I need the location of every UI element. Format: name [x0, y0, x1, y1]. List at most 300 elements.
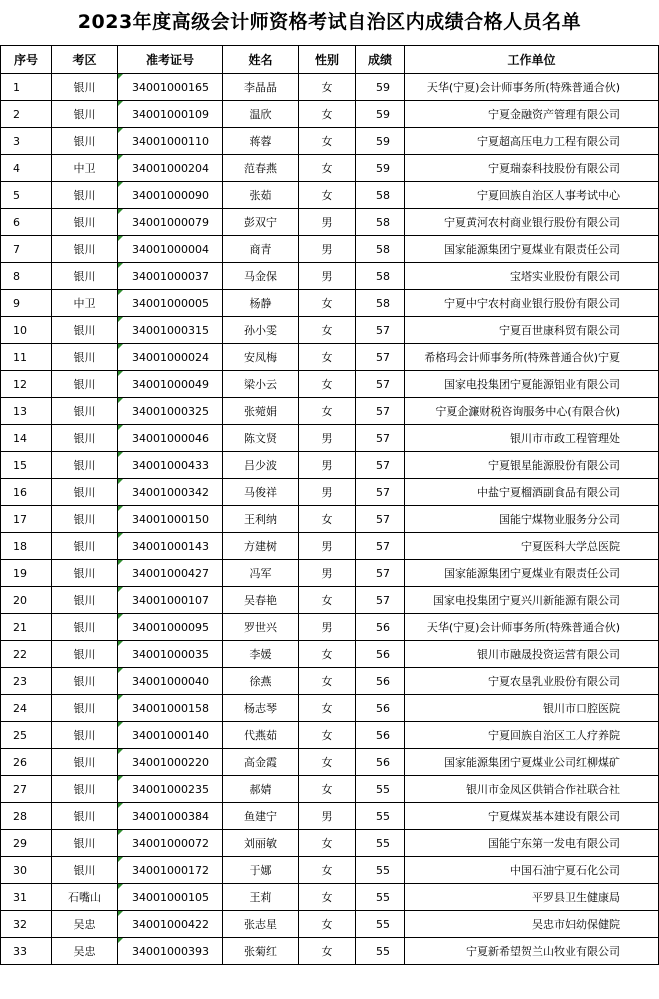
row-index-cell: 24	[1, 695, 52, 722]
cell-marker-icon	[118, 290, 123, 295]
exam-area-cell: 银川	[52, 344, 118, 371]
candidate-name-cell: 郝婧	[223, 776, 299, 803]
exam-area-cell: 银川	[52, 695, 118, 722]
exam-area-cell: 银川	[52, 425, 118, 452]
score-cell: 59	[356, 128, 405, 155]
exam-area-cell: 银川	[52, 668, 118, 695]
page-title: 2023年度高级会计师资格考试自治区内成绩合格人员名单	[77, 11, 582, 33]
gender-cell: 女	[299, 398, 356, 425]
exam-number-cell	[118, 344, 223, 371]
exam-number-text: 34001000235	[132, 782, 209, 796]
row-index-cell: 17	[1, 506, 52, 533]
score-cell: 56	[356, 695, 405, 722]
table-row	[1, 155, 659, 182]
exam-area-cell: 银川	[52, 182, 118, 209]
employer-cell: 中国石油宁夏石化公司	[405, 857, 659, 884]
exam-area-cell: 银川	[52, 398, 118, 425]
score-cell: 57	[356, 506, 405, 533]
candidate-name-cell: 冯军	[223, 560, 299, 587]
candidate-name-cell: 吕少波	[223, 452, 299, 479]
exam-area-cell: 石嘴山	[52, 884, 118, 911]
table-row	[1, 911, 659, 938]
candidate-name-cell: 代燕茹	[223, 722, 299, 749]
exam-number-cell	[118, 452, 223, 479]
exam-area-cell: 中卫	[52, 155, 118, 182]
cell-marker-icon	[118, 830, 123, 835]
row-index-cell: 28	[1, 803, 52, 830]
candidate-name-cell: 高金霞	[223, 749, 299, 776]
score-cell: 57	[356, 398, 405, 425]
exam-number-text: 34001000072	[132, 836, 209, 850]
candidate-name-cell: 于娜	[223, 857, 299, 884]
exam-number-cell	[118, 128, 223, 155]
table-row	[1, 506, 659, 533]
employer-cell: 宁夏农垦乳业股份有限公司	[405, 668, 659, 695]
exam-area-cell: 银川	[52, 587, 118, 614]
table-row	[1, 128, 659, 155]
cell-marker-icon	[118, 560, 123, 565]
exam-number-text: 34001000384	[132, 809, 209, 823]
exam-number-text: 34001000140	[132, 728, 209, 742]
score-cell: 56	[356, 614, 405, 641]
cell-marker-icon	[118, 452, 123, 457]
exam-number-text: 34001000422	[132, 917, 209, 931]
row-index-cell: 22	[1, 641, 52, 668]
row-index-cell: 25	[1, 722, 52, 749]
exam-area-cell: 银川	[52, 857, 118, 884]
exam-number-text: 34001000109	[132, 107, 209, 121]
row-index-cell: 3	[1, 128, 52, 155]
employer-cell: 天华(宁夏)会计师事务所(特殊普通合伙)	[405, 614, 659, 641]
table-row	[1, 776, 659, 803]
exam-number-text: 34001000046	[132, 431, 209, 445]
gender-cell: 女	[299, 344, 356, 371]
row-index-cell: 29	[1, 830, 52, 857]
cell-marker-icon	[118, 749, 123, 754]
score-cell: 55	[356, 776, 405, 803]
gender-cell: 男	[299, 236, 356, 263]
row-index-cell: 27	[1, 776, 52, 803]
exam-number-text: 34001000172	[132, 863, 209, 877]
cell-marker-icon	[118, 911, 123, 916]
exam-area-cell: 银川	[52, 128, 118, 155]
exam-area-cell: 银川	[52, 236, 118, 263]
table-row	[1, 938, 659, 965]
employer-cell: 国家能源集团宁夏煤业有限责任公司	[405, 560, 659, 587]
employer-cell: 宝塔实业股份有限公司	[405, 263, 659, 290]
score-cell: 58	[356, 209, 405, 236]
gender-cell: 女	[299, 722, 356, 749]
table-row	[1, 398, 659, 425]
score-cell: 55	[356, 938, 405, 965]
table-row	[1, 182, 659, 209]
cell-marker-icon	[118, 641, 123, 646]
table-row	[1, 479, 659, 506]
exam-number-text: 34001000220	[132, 755, 209, 769]
table-row	[1, 614, 659, 641]
employer-cell: 国能宁煤物业服务分公司	[405, 506, 659, 533]
table-row	[1, 371, 659, 398]
row-index-cell: 18	[1, 533, 52, 560]
exam-area-cell: 银川	[52, 101, 118, 128]
gender-cell: 男	[299, 425, 356, 452]
score-cell: 57	[356, 344, 405, 371]
gender-cell: 女	[299, 182, 356, 209]
exam-area-cell: 银川	[52, 263, 118, 290]
table-row	[1, 884, 659, 911]
candidate-name-cell: 范春燕	[223, 155, 299, 182]
employer-cell: 宁夏新希望贺兰山牧业有限公司	[405, 938, 659, 965]
exam-area-cell: 银川	[52, 776, 118, 803]
candidate-name-cell: 安凤梅	[223, 344, 299, 371]
cell-marker-icon	[118, 155, 123, 160]
gender-cell: 男	[299, 263, 356, 290]
score-cell: 55	[356, 911, 405, 938]
table-row	[1, 695, 659, 722]
exam-area-cell: 银川	[52, 641, 118, 668]
gender-cell: 女	[299, 857, 356, 884]
exam-number-cell	[118, 290, 223, 317]
employer-cell: 银川市口腔医院	[405, 695, 659, 722]
exam-area-cell: 银川	[52, 533, 118, 560]
cell-marker-icon	[118, 74, 123, 79]
exam-area-cell: 银川	[52, 209, 118, 236]
score-cell: 58	[356, 236, 405, 263]
gender-cell: 女	[299, 776, 356, 803]
score-cell: 56	[356, 749, 405, 776]
exam-area-cell: 银川	[52, 371, 118, 398]
exam-area-cell: 银川	[52, 506, 118, 533]
employer-cell: 吴忠市妇幼保健院	[405, 911, 659, 938]
row-index-cell: 12	[1, 371, 52, 398]
exam-area-cell: 银川	[52, 479, 118, 506]
exam-number-cell	[118, 803, 223, 830]
exam-number-text: 34001000005	[132, 296, 209, 310]
exam-number-text: 34001000204	[132, 161, 209, 175]
employer-cell: 宁夏回族自治区人事考试中心	[405, 182, 659, 209]
score-cell: 58	[356, 263, 405, 290]
exam-number-cell	[118, 479, 223, 506]
row-index-cell: 31	[1, 884, 52, 911]
score-cell: 57	[356, 452, 405, 479]
score-cell: 57	[356, 533, 405, 560]
row-index-cell: 5	[1, 182, 52, 209]
employer-cell: 宁夏超高压电力工程有限公司	[405, 128, 659, 155]
exam-number-cell	[118, 74, 223, 101]
header-employer: 工作单位	[405, 46, 659, 74]
exam-area-cell: 吴忠	[52, 911, 118, 938]
row-index-cell: 6	[1, 209, 52, 236]
exam-number-text: 34001000037	[132, 269, 209, 283]
candidate-name-cell: 孙小雯	[223, 317, 299, 344]
row-index-cell: 8	[1, 263, 52, 290]
employer-cell: 宁夏回族自治区工人疗养院	[405, 722, 659, 749]
candidate-name-cell: 张志星	[223, 911, 299, 938]
candidate-name-cell: 蒋蓉	[223, 128, 299, 155]
cell-marker-icon	[118, 263, 123, 268]
score-cell: 55	[356, 803, 405, 830]
table-row	[1, 290, 659, 317]
employer-cell: 国能宁东第一发电有限公司	[405, 830, 659, 857]
employer-cell: 宁夏黄河农村商业银行股份有限公司	[405, 209, 659, 236]
gender-cell: 女	[299, 155, 356, 182]
row-index-cell: 19	[1, 560, 52, 587]
cell-marker-icon	[118, 695, 123, 700]
exam-number-text: 34001000105	[132, 890, 209, 904]
exam-number-text: 34001000427	[132, 566, 209, 580]
score-cell: 55	[356, 830, 405, 857]
table-row	[1, 533, 659, 560]
candidate-name-cell: 王利纳	[223, 506, 299, 533]
exam-number-cell	[118, 209, 223, 236]
table-header-row	[1, 46, 659, 74]
score-cell: 56	[356, 722, 405, 749]
gender-cell: 女	[299, 911, 356, 938]
exam-number-cell	[118, 857, 223, 884]
candidate-name-cell: 商青	[223, 236, 299, 263]
gender-cell: 女	[299, 587, 356, 614]
gender-cell: 女	[299, 101, 356, 128]
table-body	[1, 74, 659, 965]
cell-marker-icon	[118, 803, 123, 808]
gender-cell: 男	[299, 452, 356, 479]
candidate-name-cell: 方建树	[223, 533, 299, 560]
candidate-name-cell: 罗世兴	[223, 614, 299, 641]
table-row	[1, 857, 659, 884]
cell-marker-icon	[118, 668, 123, 673]
cell-marker-icon	[118, 587, 123, 592]
score-cell: 59	[356, 101, 405, 128]
employer-cell: 宁夏银星能源股份有限公司	[405, 452, 659, 479]
row-index-cell: 13	[1, 398, 52, 425]
row-index-cell: 14	[1, 425, 52, 452]
gender-cell: 女	[299, 641, 356, 668]
gender-cell: 女	[299, 695, 356, 722]
exam-area-cell: 银川	[52, 830, 118, 857]
exam-number-text: 34001000110	[132, 134, 209, 148]
row-index-cell: 10	[1, 317, 52, 344]
exam-area-cell: 银川	[52, 614, 118, 641]
exam-number-text: 34001000040	[132, 674, 209, 688]
exam-area-cell: 银川	[52, 722, 118, 749]
exam-number-cell	[118, 506, 223, 533]
employer-cell: 平罗县卫生健康局	[405, 884, 659, 911]
employer-cell: 宁夏瑞泰科技股份有限公司	[405, 155, 659, 182]
cell-marker-icon	[118, 344, 123, 349]
employer-cell: 宁夏煤炭基本建设有限公司	[405, 803, 659, 830]
row-index-cell: 11	[1, 344, 52, 371]
cell-marker-icon	[118, 128, 123, 133]
candidate-name-cell: 梁小云	[223, 371, 299, 398]
employer-cell: 中盐宁夏榴酒副食品有限公司	[405, 479, 659, 506]
cell-marker-icon	[118, 884, 123, 889]
table-row	[1, 74, 659, 101]
candidate-name-cell: 张菊红	[223, 938, 299, 965]
row-index-cell: 1	[1, 74, 52, 101]
score-cell: 55	[356, 857, 405, 884]
exam-number-text: 34001000325	[132, 404, 209, 418]
exam-number-cell	[118, 938, 223, 965]
score-cell: 58	[356, 182, 405, 209]
exam-number-text: 34001000165	[132, 80, 209, 94]
cell-marker-icon	[118, 398, 123, 403]
cell-marker-icon	[118, 506, 123, 511]
exam-number-text: 34001000024	[132, 350, 209, 364]
cell-marker-icon	[118, 101, 123, 106]
header-exam-number: 准考证号	[118, 46, 223, 74]
table-row	[1, 344, 659, 371]
exam-number-text: 34001000049	[132, 377, 209, 391]
exam-number-cell	[118, 101, 223, 128]
gender-cell: 男	[299, 209, 356, 236]
candidate-name-cell: 刘丽敏	[223, 830, 299, 857]
candidate-name-cell: 马俊祥	[223, 479, 299, 506]
table-row	[1, 236, 659, 263]
row-index-cell: 23	[1, 668, 52, 695]
score-cell: 57	[356, 560, 405, 587]
row-index-cell: 15	[1, 452, 52, 479]
exam-area-cell: 银川	[52, 317, 118, 344]
gender-cell: 女	[299, 290, 356, 317]
employer-cell: 希格玛会计师事务所(特殊普通合伙)宁夏	[405, 344, 659, 371]
gender-cell: 女	[299, 317, 356, 344]
gender-cell: 女	[299, 128, 356, 155]
exam-number-text: 34001000393	[132, 944, 209, 958]
row-index-cell: 26	[1, 749, 52, 776]
exam-number-text: 34001000004	[132, 242, 209, 256]
header-name: 姓名	[223, 46, 299, 74]
candidate-name-cell: 温欣	[223, 101, 299, 128]
gender-cell: 女	[299, 74, 356, 101]
gender-cell: 女	[299, 506, 356, 533]
row-index-cell: 4	[1, 155, 52, 182]
candidate-name-cell: 杨志琴	[223, 695, 299, 722]
row-index-cell: 32	[1, 911, 52, 938]
exam-number-cell	[118, 533, 223, 560]
gender-cell: 男	[299, 803, 356, 830]
cell-marker-icon	[118, 722, 123, 727]
cell-marker-icon	[118, 533, 123, 538]
score-cell: 57	[356, 317, 405, 344]
exam-area-cell: 中卫	[52, 290, 118, 317]
gender-cell: 女	[299, 830, 356, 857]
exam-number-cell	[118, 641, 223, 668]
score-cell: 58	[356, 290, 405, 317]
exam-number-text: 34001000158	[132, 701, 209, 715]
table-row	[1, 587, 659, 614]
gender-cell: 女	[299, 371, 356, 398]
cell-marker-icon	[118, 371, 123, 376]
candidate-name-cell: 王莉	[223, 884, 299, 911]
row-index-cell: 33	[1, 938, 52, 965]
table-row	[1, 560, 659, 587]
exam-area-cell: 银川	[52, 749, 118, 776]
candidate-name-cell: 张茹	[223, 182, 299, 209]
table-row	[1, 263, 659, 290]
exam-number-cell	[118, 722, 223, 749]
exam-number-cell	[118, 668, 223, 695]
exam-number-cell	[118, 398, 223, 425]
table-row	[1, 830, 659, 857]
employer-cell: 天华(宁夏)会计师事务所(特殊普通合伙)	[405, 74, 659, 101]
exam-number-text: 34001000342	[132, 485, 209, 499]
score-cell: 57	[356, 479, 405, 506]
candidate-name-cell: 徐燕	[223, 668, 299, 695]
employer-cell: 宁夏百世康科贸有限公司	[405, 317, 659, 344]
exam-number-text: 34001000079	[132, 215, 209, 229]
exam-number-cell	[118, 371, 223, 398]
exam-area-cell: 银川	[52, 803, 118, 830]
candidate-name-cell: 陈文贤	[223, 425, 299, 452]
table-row	[1, 722, 659, 749]
employer-cell: 宁夏医科大学总医院	[405, 533, 659, 560]
exam-number-cell	[118, 587, 223, 614]
candidate-name-cell: 吴春艳	[223, 587, 299, 614]
row-index-cell: 2	[1, 101, 52, 128]
exam-number-cell	[118, 182, 223, 209]
table-row	[1, 668, 659, 695]
header-score: 成绩	[356, 46, 405, 74]
exam-number-cell	[118, 911, 223, 938]
exam-number-cell	[118, 263, 223, 290]
cell-marker-icon	[118, 182, 123, 187]
cell-marker-icon	[118, 317, 123, 322]
cell-marker-icon	[118, 236, 123, 241]
employer-cell: 银川市金凤区供销合作社联合社	[405, 776, 659, 803]
exam-area-cell: 银川	[52, 74, 118, 101]
exam-number-cell	[118, 560, 223, 587]
exam-number-cell	[118, 884, 223, 911]
table-row	[1, 452, 659, 479]
header-exam-area: 考区	[52, 46, 118, 74]
employer-cell: 国家电投集团宁夏能源铝业有限公司	[405, 371, 659, 398]
row-index-cell: 20	[1, 587, 52, 614]
employer-cell: 银川市融晟投资运营有限公司	[405, 641, 659, 668]
score-cell: 59	[356, 74, 405, 101]
exam-number-cell	[118, 776, 223, 803]
exam-number-text: 34001000143	[132, 539, 209, 553]
table-row	[1, 209, 659, 236]
score-cell: 57	[356, 587, 405, 614]
score-cell: 56	[356, 641, 405, 668]
exam-number-cell	[118, 236, 223, 263]
gender-cell: 女	[299, 884, 356, 911]
exam-number-cell	[118, 425, 223, 452]
row-index-cell: 30	[1, 857, 52, 884]
exam-area-cell: 银川	[52, 452, 118, 479]
row-index-cell: 9	[1, 290, 52, 317]
exam-number-cell	[118, 155, 223, 182]
cell-marker-icon	[118, 857, 123, 862]
row-index-cell: 16	[1, 479, 52, 506]
exam-area-cell: 银川	[52, 560, 118, 587]
exam-number-cell	[118, 695, 223, 722]
employer-cell: 国家电投集团宁夏兴川新能源有限公司	[405, 587, 659, 614]
exam-number-text: 34001000107	[132, 593, 209, 607]
exam-number-text: 34001000035	[132, 647, 209, 661]
candidate-name-cell: 张菀娟	[223, 398, 299, 425]
results-table	[0, 45, 659, 965]
cell-marker-icon	[118, 938, 123, 943]
row-index-cell: 7	[1, 236, 52, 263]
exam-number-text: 34001000090	[132, 188, 209, 202]
table-row	[1, 803, 659, 830]
gender-cell: 男	[299, 479, 356, 506]
gender-cell: 女	[299, 668, 356, 695]
candidate-name-cell: 杨静	[223, 290, 299, 317]
exam-area-cell: 吴忠	[52, 938, 118, 965]
exam-number-cell	[118, 614, 223, 641]
